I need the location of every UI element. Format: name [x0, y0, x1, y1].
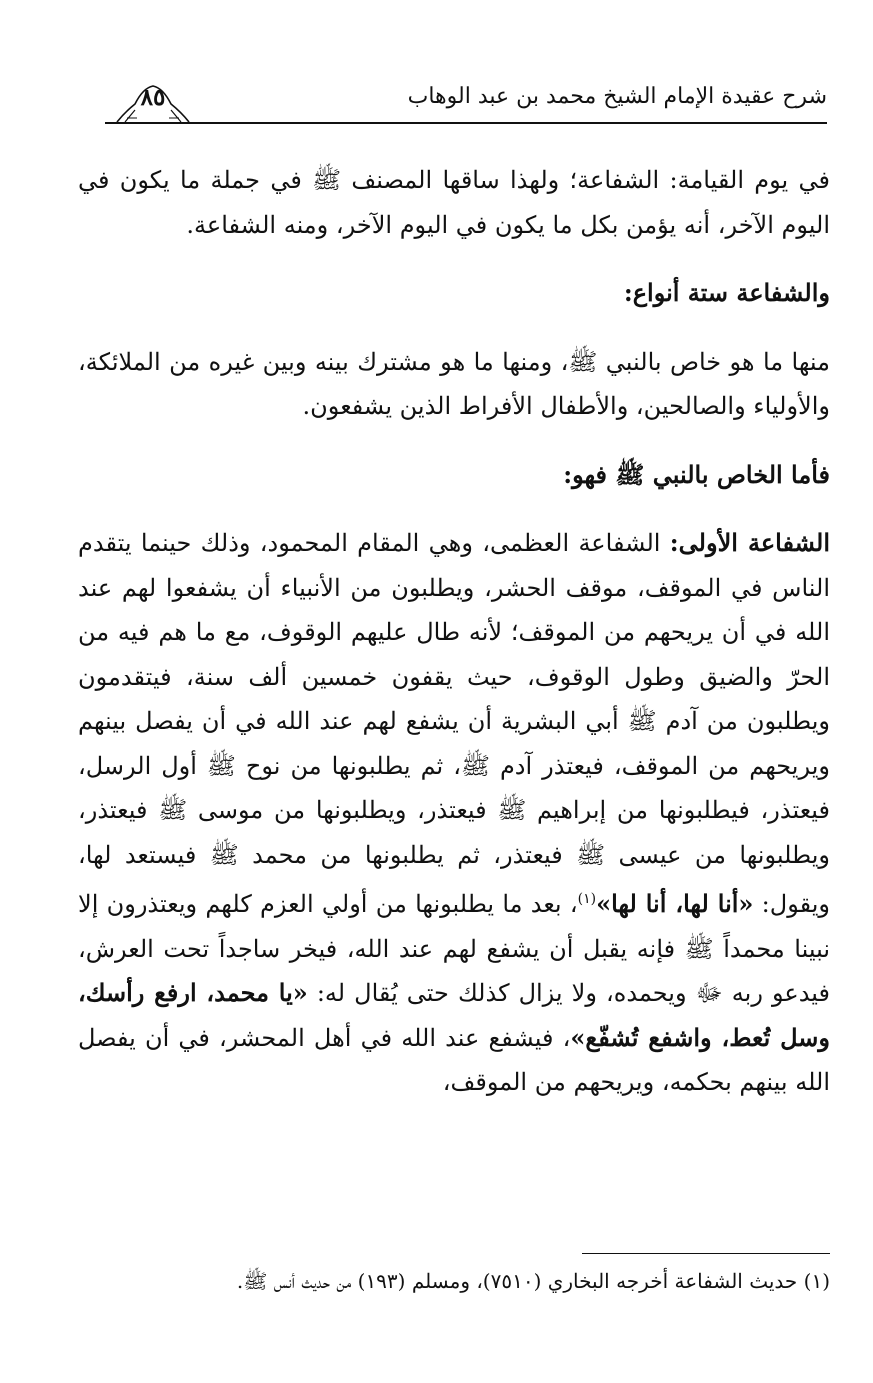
running-header-title: شرح عقيدة الإمام الشيخ محمد بن عبد الوهاب	[407, 84, 827, 109]
footnote-divider	[582, 1253, 830, 1254]
paragraph-3-text-c: ، فيشفع عند الله في أهل المحشر، في أن يفصل الله بينهم بحكمه، ويريحهم من الموقف،	[78, 1023, 830, 1096]
paragraph-3	[78, 521, 830, 1105]
section-heading-types: والشفاعة ستة أنواع:	[623, 278, 830, 307]
paragraph-2: منها ما هو خاص بالنبي ﷺ، ومنها ما هو مشترك بينه وبين غيره من الملائكة، والأولياء والصالحين، والأطفال الأفراط الذين يشفعون.	[78, 347, 830, 420]
page-number: ٨٥	[140, 84, 166, 111]
page-header	[105, 78, 827, 128]
page-number-badge	[113, 78, 193, 124]
header-divider	[105, 122, 827, 124]
paragraph-3-text-a: الشفاعة العظمى، وهي المقام المحمود، وذلك حينما يتقدم الناس في الموقف، موقف الحشر، ويطلبون من الأنبياء أن يشفعوا لهم عند الله في أن يريحهم من الموقف؛ لأنه طال عليهم الوقوف، مع ما هم فيه من الحرّ والضيق وطول الوقوف، حيث يقفون خمسين ألف سنة، فيتقدمون ويطلبون من آدم ﷺ أبي البشرية أن يشفع لهم عند الله في أن يفصل بينهم ويريحهم من الموقف، فيعتذر آدم ﷺ، ثم يطلبونها من نوح ﷺ أول الرسل، فيعتذر، فيطلبونها من إبراهيم ﷺ فيعتذر، ويطلبونها من موسى ﷺ فيعتذر، ويطلبونها من عيسى ﷺ فيعتذر، ثم يطلبونها من محمد ﷺ فيستعد لها، ويقول:	[78, 529, 830, 918]
paragraph-1: في يوم القيامة: الشفاعة؛ ولهذا ساقها المصنف ﷺ في جملة ما يكون في اليوم الآخر، أنه يؤمن بكل ما يكون في اليوم الآخر، ومنه الشفاعة.	[78, 166, 830, 239]
hadith-quote-2: «يا محمد، ارفع رأسك، وسل تُعط، واشفع تُشفّع»	[78, 978, 831, 1052]
first-intercession-label: الشفاعة الأولى:	[669, 528, 830, 557]
section-heading-special: فأما الخاص بالنبي ﷺ فهو:	[563, 459, 830, 489]
footnote-1: (١) حديث الشفاعة أخرجه البخاري (٧٥١٠)، ومسلم (١٩٣) من حديث أنس ﷺ.	[236, 1269, 830, 1293]
main-text	[78, 158, 830, 1105]
footnote-ref-1[interactable]: (١)	[577, 891, 597, 907]
paragraph-3-text-b: ، بعد ما يطلبونها من أولي العزم كلهم ويعتذرون إلا نبينا محمداً ﷺ فإنه يقبل أن يشفع لهم عند الله، فيخر ساجداً تحت العرش، فيدعو ربه ﷻ ويحمده، ولا يزال كذلك حتى يُقال له:	[78, 890, 831, 1007]
hadith-quote-1: «أنا لها، أنا لها»	[596, 889, 754, 918]
